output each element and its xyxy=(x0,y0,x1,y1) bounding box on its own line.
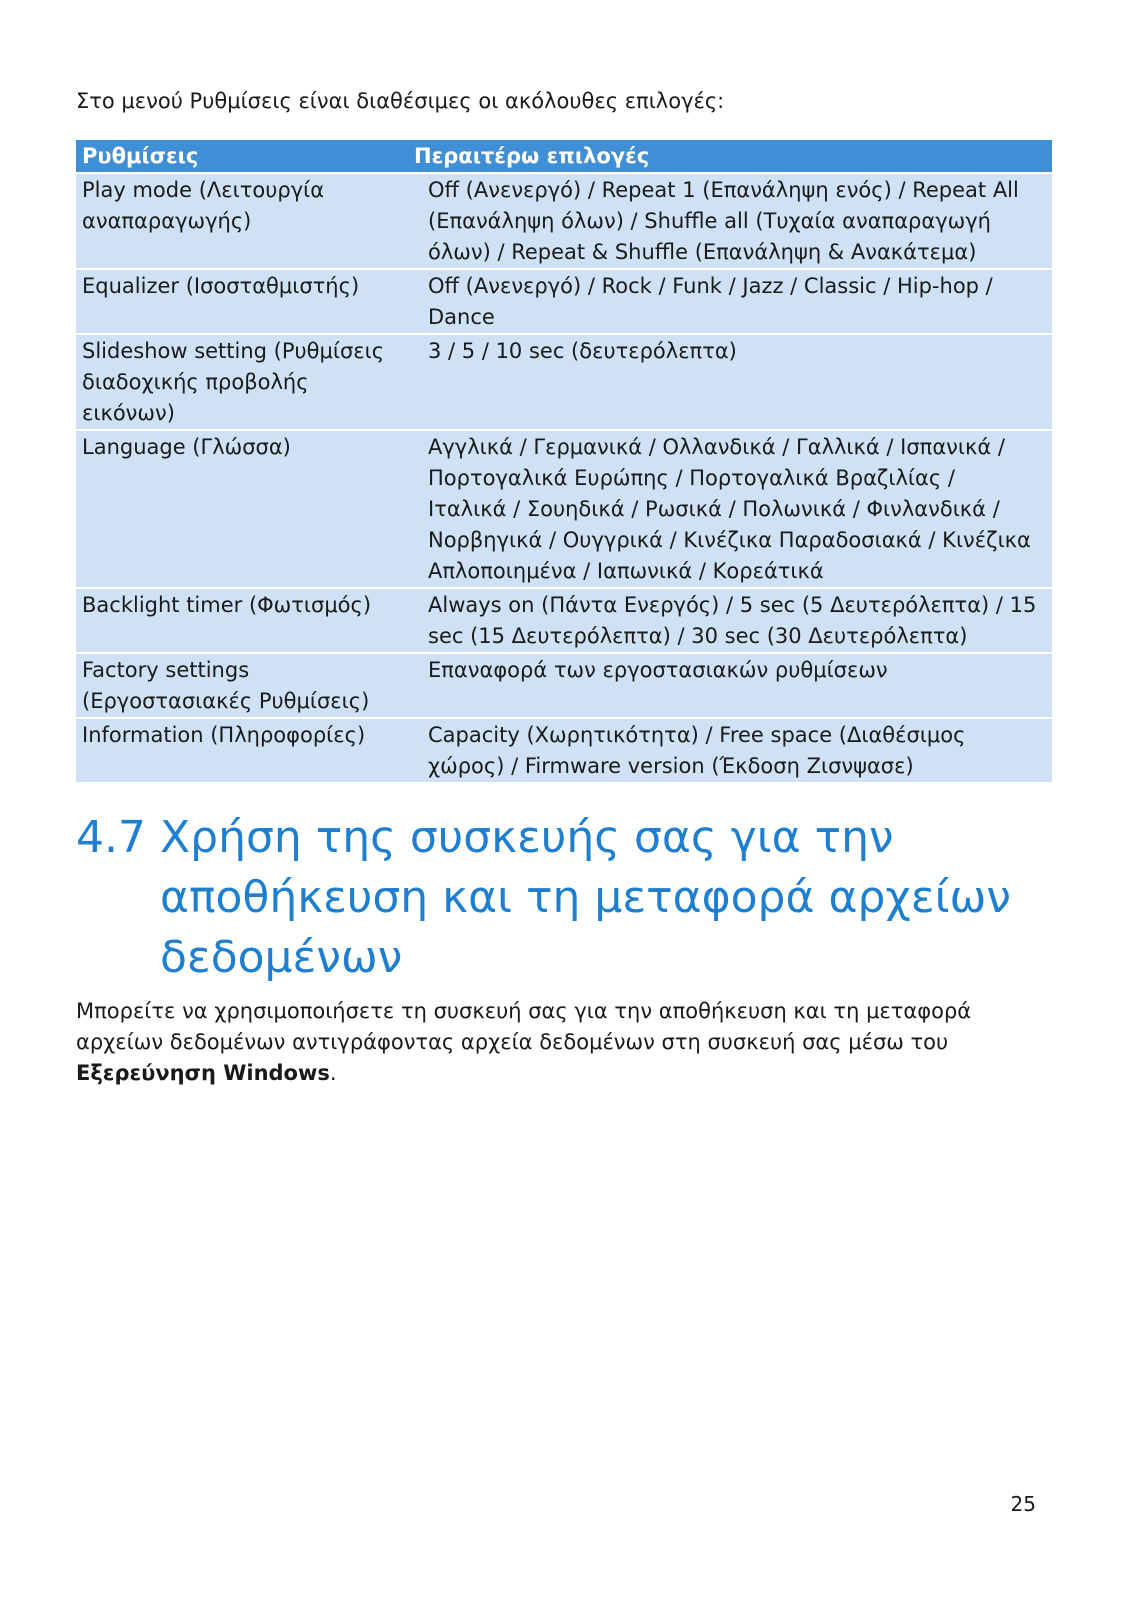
section-number: 4.7 xyxy=(76,812,146,863)
options-cell: Επαναφορά των εργοστασιακών ρυθμίσεων xyxy=(408,653,1052,718)
setting-cell: Equalizer (Ισοσταθμιστής) xyxy=(76,269,408,334)
intro-text: Στο μενού Ρυθμίσεις είναι διαθέσιμες οι ακόλουθες επιλογές: xyxy=(76,89,725,113)
setting-cell: Slideshow setting (Ρυθμίσεις διαδοχικής προβολής εικόνων) xyxy=(76,334,408,430)
table-row xyxy=(76,588,1052,653)
table-row xyxy=(76,718,1052,783)
header-settings: Ρυθμίσεις xyxy=(76,140,408,173)
setting-cell: Play mode (Λειτουργία αναπαραγωγής) xyxy=(76,173,408,269)
setting-cell: Backlight timer (Φωτισμός) xyxy=(76,588,408,653)
options-cell: Always on (Πάντα Ενεργός) / 5 sec (5 Δευτερόλεπτα) / 15 sec (15 Δευτερόλεπτα) / 30 sec (30 Δευτερόλεπτα) xyxy=(408,588,1052,653)
options-cell: Capacity (Χωρητικότητα) / Free space (Διαθέσιμος χώρος) / Firmware version (Έκδοση Ζισνψασε) xyxy=(408,718,1052,783)
table-row xyxy=(76,269,1052,334)
table-row xyxy=(76,173,1052,269)
body-end: . xyxy=(329,1061,337,1085)
body-bold-term: Εξερεύνηση Windows xyxy=(76,1061,330,1085)
options-cell: 3 / 5 / 10 sec (δευτερόλεπτα) xyxy=(408,334,1052,430)
setting-cell: Language (Γλώσσα) xyxy=(76,430,408,588)
page-number: 25 xyxy=(1010,1492,1036,1516)
table-row xyxy=(76,653,1052,718)
setting-cell: Factory settings (Εργοστασιακές Ρυθμίσεις) xyxy=(76,653,408,718)
table-row xyxy=(76,334,1052,430)
section-heading xyxy=(76,808,1066,988)
options-cell: Αγγλικά / Γερμανικά / Ολλανδικά / Γαλλικά / Ισπανικά / Πορτογαλικά Ευρώπης / Πορτογαλικά Βραζιλίας / Ιταλικά / Σουηδικά / Ρωσικά / Πολωνικά / Φινλανδικά / Νορβηγικά / Ουγγρικά / Κινέζικα Παραδοσιακά / Κινέζικα Απλοποιημένα / Ιαπωνικά / Κορεάτικά xyxy=(408,430,1052,588)
body-paragraph xyxy=(76,996,1056,1089)
table-row xyxy=(76,430,1052,588)
section-title: Χρήση της συσκευής σας για την αποθήκευση και τη μεταφορά αρχείων δεδομένων xyxy=(160,812,1011,983)
setting-cell: Information (Πληροφορίες) xyxy=(76,718,408,783)
settings-table xyxy=(76,140,1052,784)
options-cell: Off (Ανενεργό) / Rock / Funk / Jazz / Classic / Hip-hop / Dance xyxy=(408,269,1052,334)
body-text: Μπορείτε να χρησιμοποιήσετε τη συσκευή σας για την αποθήκευση και τη μεταφορά αρχείων δεδομένων αντιγράφοντας αρχεία δεδομένων στη συσκευή σας μέσω του xyxy=(76,999,972,1054)
header-options: Περαιτέρω επιλογές xyxy=(408,140,1052,173)
table-header-row xyxy=(76,140,1052,173)
options-cell: Off (Ανενεργό) / Repeat 1 (Επανάληψη ενός) / Repeat All (Επανάληψη όλων) / Shuffle all (Τυχαία αναπαραγωγή όλων) / Repeat & Shuffle (Επανάληψη & Ανακάτεμα) xyxy=(408,173,1052,269)
